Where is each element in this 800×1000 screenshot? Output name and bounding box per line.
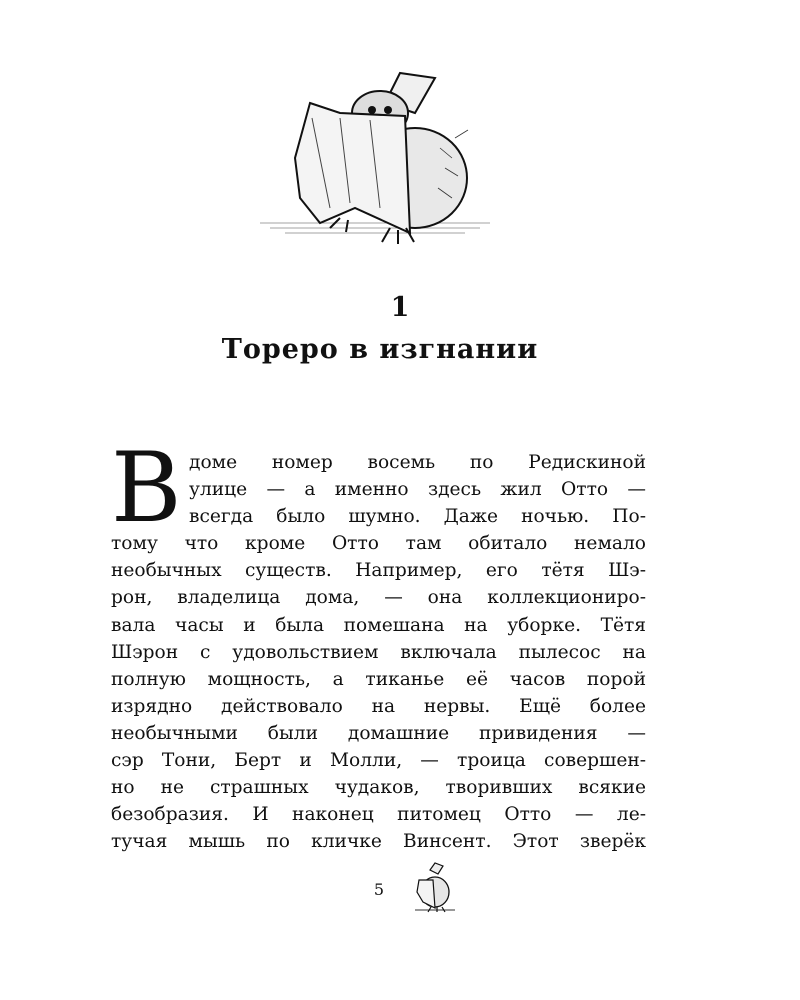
chapter-number: 1 [390,292,410,323]
body-line: всегда было шумно. Даже ночью. По- [189,506,646,528]
body-line: вала часы и была помешана на уборке. Тётя [111,614,646,636]
body-line: улице — а именно здесь жил Отто — [189,479,646,501]
body-line: необычными были домашние привидения — [111,722,646,744]
body-text [111,449,646,855]
small-bat-ornament-icon [405,860,465,918]
body-line: изрядно действовало на нервы. Ещё более [111,695,646,717]
page-number: 5 [373,880,385,899]
chapter-title: Тореро в изгнании [221,334,539,365]
body-line: рон, владелица дома, — она коллекциониро- [111,587,646,609]
bat-illustration-icon [240,58,520,273]
body-line: Шэрон с удовольствием включала пылесос на [111,641,646,663]
drop-cap-letter: В [111,432,182,544]
body-line: необычных существ. Например, его тётя Шэ- [111,560,646,582]
body-line: сэр Тони, Берт и Молли, — троица совершен- [111,750,646,772]
body-line: полную мощность, а тиканье её часов порой [111,668,646,690]
body-line: доме номер восемь по Редискиной [189,452,646,473]
body-line: но не страшных чудаков, творивших всякие [111,777,646,799]
body-line: безобразия. И наконец питомец Отто — ле- [111,804,646,826]
body-line: тучая мышь по кличке Винсент. Этот зверёк [111,831,646,853]
body-line: тому что кроме Отто там обитало немало [111,533,646,555]
